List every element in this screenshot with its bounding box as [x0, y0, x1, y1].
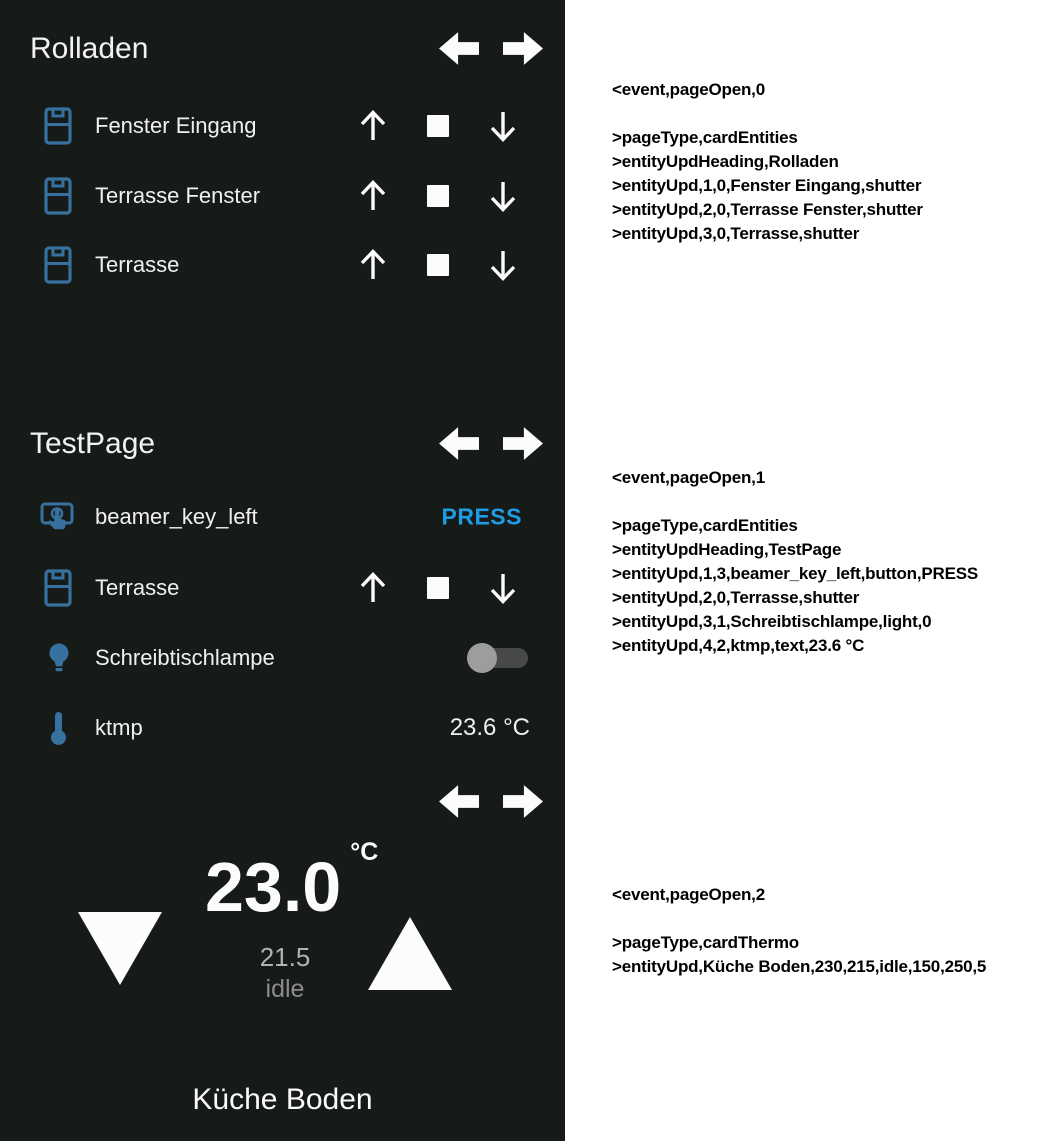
target-temperature — [185, 942, 385, 973]
page-nav — [439, 425, 543, 462]
arrow-up-icon — [355, 133, 391, 148]
nav-prev-button[interactable] — [439, 30, 479, 67]
shutter-stop-button[interactable] — [427, 185, 449, 207]
protocol-line: <event,pageOpen,0 — [612, 80, 765, 99]
hvac-state — [185, 975, 385, 1004]
page-title: Rolladen — [30, 32, 149, 65]
thermometer-icon — [50, 710, 67, 746]
shutter-down-button[interactable] — [485, 569, 521, 607]
entity-row-shutter — [0, 230, 565, 300]
arrow-up-icon — [355, 272, 391, 287]
shutter-down-button[interactable] — [485, 177, 521, 215]
protocol-line: >entityUpd,1,3,beamer_key_left,button,PRESS — [612, 564, 978, 583]
thermostat-title: Küche Boden — [192, 1083, 373, 1116]
window-shutter-icon — [44, 569, 72, 607]
arrow-left-bold-icon — [439, 55, 479, 70]
protocol-line: >entityUpdHeading,TestPage — [612, 540, 842, 559]
nav-prev-button[interactable] — [439, 425, 479, 462]
light-toggle[interactable] — [470, 648, 528, 668]
entity-row-text — [0, 693, 565, 763]
window-shutter-icon — [44, 107, 72, 145]
shutter-stop-button[interactable] — [427, 254, 449, 276]
protocol-line: >pageType,cardThermo — [612, 933, 799, 952]
entity-label: Fenster Eingang — [95, 113, 257, 138]
protocol-line: >entityUpd,2,0,Terrasse Fenster,shutter — [612, 200, 923, 219]
entity-row-shutter — [0, 553, 565, 623]
stop-square-icon — [427, 115, 449, 137]
protocol-line: >entityUpdHeading,Rolladen — [612, 152, 839, 171]
temp-down-button[interactable] — [78, 912, 162, 985]
nav-next-button[interactable] — [503, 783, 543, 820]
arrow-down-icon — [485, 595, 521, 610]
shutter-up-button[interactable] — [355, 569, 391, 607]
arrow-right-bold-icon — [503, 808, 543, 823]
entity-row-shutter — [0, 161, 565, 231]
entity-label: Terrasse — [95, 575, 180, 600]
protocol-block-page2 — [612, 883, 986, 979]
nav-next-button[interactable] — [503, 30, 543, 67]
protocol-line: >entityUpd,4,2,ktmp,text,23.6 °C — [612, 636, 865, 655]
card-entities-testpage — [0, 408, 565, 770]
target-temperature-value: 21.5 — [259, 942, 311, 972]
shutter-up-button[interactable] — [355, 177, 391, 215]
current-temperature — [205, 838, 379, 926]
card-thermo — [0, 770, 565, 1141]
shutter-down-button[interactable] — [485, 246, 521, 284]
protocol-line: >entityUpd,Küche Boden,230,215,idle,150,250,5 — [612, 957, 987, 976]
triangle-down-icon — [78, 973, 162, 988]
card-entities-rolladen — [0, 0, 565, 408]
entity-row-light — [0, 623, 565, 693]
shutter-down-button[interactable] — [485, 107, 521, 145]
page-nav — [439, 783, 543, 820]
arrow-down-icon — [485, 272, 521, 287]
press-button[interactable]: PRESS — [436, 503, 528, 532]
protocol-line — [612, 490, 978, 514]
entity-row-button — [0, 482, 565, 552]
entity-label: Terrasse Fenster — [95, 183, 261, 208]
protocol-line: >entityUpd,1,0,Fenster Eingang,shutter — [612, 176, 922, 195]
page-title: TestPage — [30, 427, 156, 460]
entity-label: Terrasse — [95, 252, 180, 277]
window-shutter-icon — [44, 246, 72, 284]
entity-label: Schreibtischlampe — [95, 645, 275, 670]
protocol-line: >pageType,cardEntities — [612, 516, 798, 535]
arrow-left-bold-icon — [439, 808, 479, 823]
shutter-up-button[interactable] — [355, 246, 391, 284]
protocol-line: <event,pageOpen,2 — [612, 885, 765, 904]
arrow-left-bold-icon — [439, 450, 479, 465]
hvac-state-value: idle — [265, 975, 305, 1003]
shutter-up-button[interactable] — [355, 107, 391, 145]
arrow-right-bold-icon — [503, 55, 543, 70]
entity-value: 23.6 °C — [449, 714, 530, 741]
current-temperature-value: 23.0 — [205, 848, 342, 926]
stop-square-icon — [427, 577, 449, 599]
protocol-line: >entityUpd,2,0,Terrasse,shutter — [612, 588, 860, 607]
page-nav — [439, 30, 543, 67]
toggle-knob-icon — [467, 643, 497, 673]
window-shutter-icon — [44, 177, 72, 215]
stop-square-icon — [427, 185, 449, 207]
shutter-stop-button[interactable] — [427, 115, 449, 137]
arrow-up-icon — [355, 203, 391, 218]
protocol-line: >entityUpd,3,1,Schreibtischlampe,light,0 — [612, 612, 932, 631]
entity-label: beamer_key_left — [95, 504, 258, 529]
protocol-block-page1 — [612, 466, 978, 658]
protocol-line — [612, 102, 923, 126]
temperature-unit: °C — [350, 838, 379, 866]
protocol-line: >entityUpd,3,0,Terrasse,shutter — [612, 224, 860, 243]
lightbulb-icon — [46, 643, 72, 674]
nav-next-button[interactable] — [503, 425, 543, 462]
nav-prev-button[interactable] — [439, 783, 479, 820]
stop-square-icon — [427, 254, 449, 276]
arrow-up-icon — [355, 595, 391, 610]
shutter-stop-button[interactable] — [427, 577, 449, 599]
protocol-block-page0 — [612, 78, 923, 246]
arrow-down-icon — [485, 203, 521, 218]
arrow-right-bold-icon — [503, 450, 543, 465]
entity-label: ktmp — [95, 715, 143, 740]
entity-row-shutter — [0, 91, 565, 161]
protocol-line: <event,pageOpen,1 — [612, 468, 765, 487]
protocol-line: >pageType,cardEntities — [612, 128, 798, 147]
gesture-tap-button-icon — [40, 501, 74, 533]
protocol-line — [612, 907, 986, 931]
arrow-down-icon — [485, 133, 521, 148]
